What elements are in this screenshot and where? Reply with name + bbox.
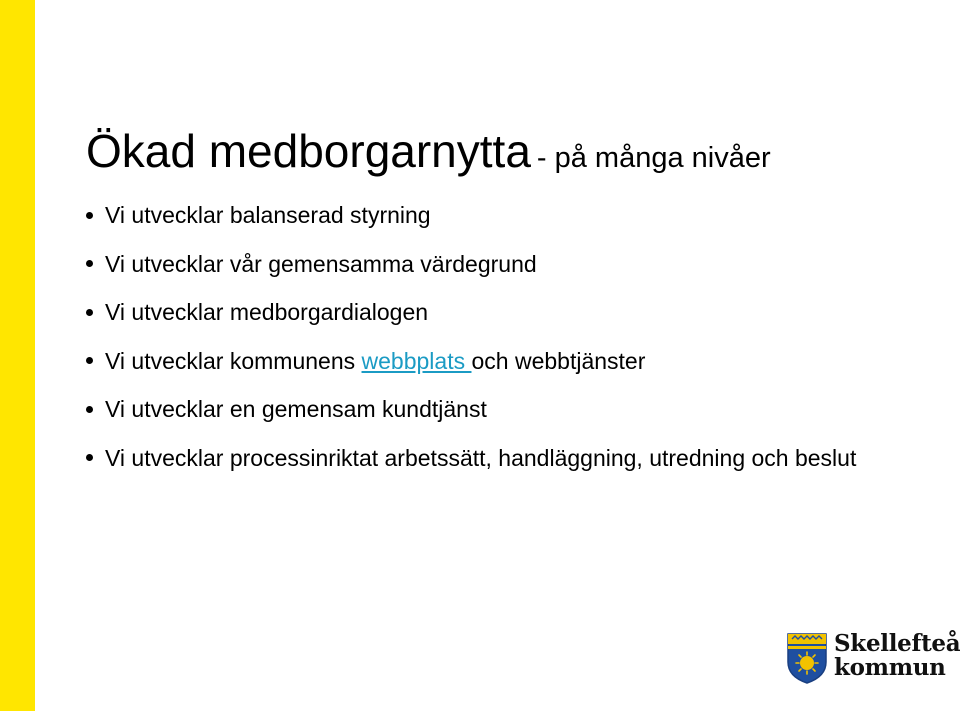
list-item [86, 446, 856, 470]
logo-line-2: kommun [834, 654, 946, 681]
list-item [86, 300, 856, 324]
title-main: Ökad medborgarnytta [86, 125, 531, 177]
slide-title [86, 125, 771, 177]
bullet-icon [86, 454, 93, 461]
list-item [86, 397, 856, 421]
bullet-list [86, 203, 856, 495]
bullet-icon [86, 212, 93, 219]
list-item-text: Vi utvecklar en gemensam kundtjänst [105, 396, 487, 423]
list-item [86, 203, 856, 227]
bullet-icon [86, 260, 93, 267]
logo-wordmark [834, 632, 960, 680]
bullet-icon [86, 309, 93, 316]
municipal-coat-of-arms-icon [786, 632, 828, 684]
list-item-text: Vi utvecklar balanserad styrning [105, 202, 431, 228]
list-item-text: Vi utvecklar medborgardialogen [105, 299, 429, 326]
list-item-text: Vi utvecklar processinriktat arbetssätt, handläggning, utredning och beslut [105, 444, 857, 471]
list-item [86, 349, 856, 373]
skelleftea-kommun-logo [786, 630, 960, 686]
bullet-icon [86, 406, 93, 413]
list-item-text: Vi utvecklar vår gemensamma värdegrund [105, 250, 537, 277]
logo-line-1: Skellefteå [834, 630, 960, 657]
title-subtitle: - på många nivåer [536, 142, 771, 174]
list-item-text-after: och webbtjänster [471, 347, 646, 374]
bullet-icon [86, 357, 93, 364]
webbplats-link[interactable]: webbplats [361, 347, 472, 374]
list-item [86, 252, 856, 276]
yellow-accent-bar [0, 0, 35, 711]
list-item-text-before: Vi utvecklar kommunens [105, 347, 362, 374]
